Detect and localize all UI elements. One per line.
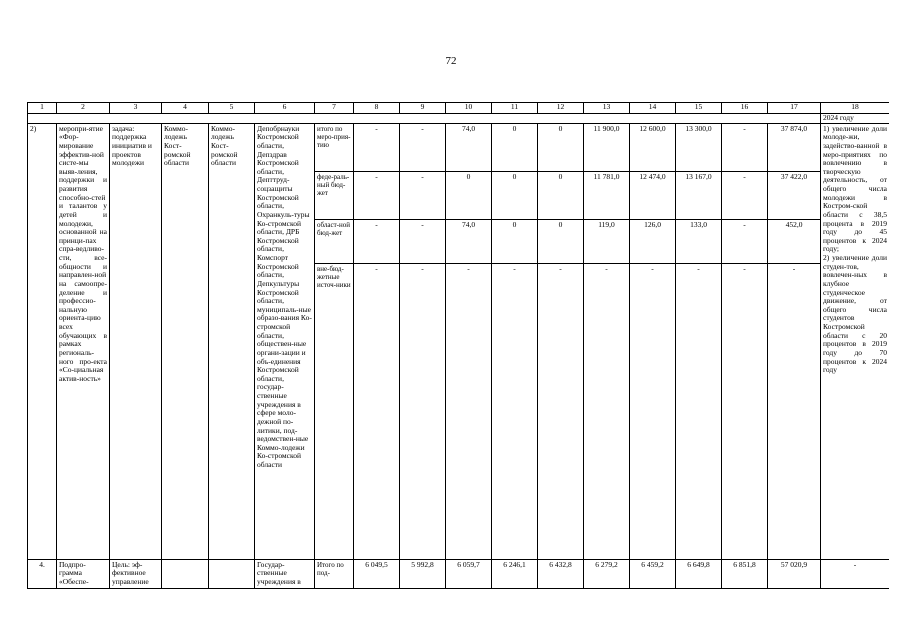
header-cell: 14 bbox=[630, 103, 676, 114]
header-cell: 4 bbox=[162, 103, 209, 114]
funding-value: - bbox=[630, 263, 676, 559]
funding-value: 74,0 bbox=[446, 219, 492, 263]
funding-value: 0 bbox=[538, 171, 584, 219]
funding-value: - bbox=[768, 263, 821, 559]
funding-value: 12 474,0 bbox=[630, 171, 676, 219]
funding-value: 74,0 bbox=[446, 123, 492, 171]
header-cell: 2 bbox=[57, 103, 110, 114]
program-value: 6 649,8 bbox=[676, 559, 722, 588]
event-col5: Коммо-лодежь Кост-ромской области bbox=[209, 123, 255, 559]
event-name: меропри-ятие «Фор-мирование эффектив-ной систе-мы выяв-ления, поддержки и развития способно-стей и талантов у детей и молодежи, основанной на принци-пах спра-ведливо-сти, все-общности и направлен-ной на самоопре-деление и профессио-нальную ориента-цию всех обучающих в рамках региональ-ного про-екта «Со-циальная актив-ность» bbox=[57, 123, 110, 559]
funding-value: 37 874,0 bbox=[768, 123, 821, 171]
program-value: 6 459,2 bbox=[630, 559, 676, 588]
program-row bbox=[28, 559, 890, 588]
header-cell: 16 bbox=[722, 103, 768, 114]
funding-value: - bbox=[722, 263, 768, 559]
event-col4: Коммо-лодежь Кост-ромской области bbox=[162, 123, 209, 559]
program-value: 6 279,2 bbox=[584, 559, 630, 588]
event-row bbox=[28, 123, 890, 171]
header-cell: 11 bbox=[492, 103, 538, 114]
page-number: 72 bbox=[445, 55, 457, 67]
funding-value: 11 781,0 bbox=[584, 171, 630, 219]
funding-value: 0 bbox=[492, 171, 538, 219]
header-cell: 1 bbox=[28, 103, 57, 114]
funding-value: 0 bbox=[538, 123, 584, 171]
funding-value: - bbox=[354, 123, 400, 171]
header-cell: 13 bbox=[584, 103, 630, 114]
funding-value: 133,0 bbox=[676, 219, 722, 263]
program-value: 57 020,9 bbox=[768, 559, 821, 588]
funding-value: 11 900,0 bbox=[584, 123, 630, 171]
header-cell: 9 bbox=[400, 103, 446, 114]
program-col5 bbox=[209, 559, 255, 588]
funding-value: - bbox=[722, 219, 768, 263]
header-cell: 5 bbox=[209, 103, 255, 114]
program-number: 4. bbox=[28, 559, 57, 588]
header-cell: 18 bbox=[821, 103, 890, 114]
funding-source: вне-бюд-жетные источ-ники bbox=[315, 263, 354, 559]
header-cell: 7 bbox=[315, 103, 354, 114]
funding-value: - bbox=[400, 219, 446, 263]
funding-source: итого по меро-прия-тию bbox=[315, 123, 354, 171]
program-value: 6 049,5 bbox=[354, 559, 400, 588]
funding-value: 12 600,0 bbox=[630, 123, 676, 171]
program-name: Подпро-грамма «Обеспе- bbox=[57, 559, 110, 588]
funding-value: 13 167,0 bbox=[676, 171, 722, 219]
funding-value: 452,0 bbox=[768, 219, 821, 263]
header-cell: 10 bbox=[446, 103, 492, 114]
program-value: 5 992,8 bbox=[400, 559, 446, 588]
program-col4 bbox=[162, 559, 209, 588]
funding-value: - bbox=[722, 171, 768, 219]
header-cell: 12 bbox=[538, 103, 584, 114]
funding-value: 0 bbox=[492, 219, 538, 263]
event-executors: Депобрнауки Костромской области, Депздрав Костромской области, Депттруд-соцзащиты Костромской области, Охранкуль-туры Ко-стромской области, ДРБ Костромской области, Комспорт Костромской области, Депкультуры Костромской области, муниципаль-ные образо-вания Ко-стромской области, обществен-ные органи-зации и объ-единения Костромской области, государ-ственные учреждения в сфере моло-дежной по-литики, под-ведомствен-ные Коммо-лодежи Ко-стромской области bbox=[255, 123, 315, 559]
funding-value: 119,0 bbox=[584, 219, 630, 263]
program-executors: Государ-ственные учреждения в bbox=[255, 559, 315, 588]
funding-value: - bbox=[400, 171, 446, 219]
funding-value: - bbox=[676, 263, 722, 559]
funding-source: област-ной бюд-жет bbox=[315, 219, 354, 263]
column-number-row bbox=[28, 103, 890, 114]
funding-source: феде-раль-ный бюд-жет bbox=[315, 171, 354, 219]
funding-value: - bbox=[400, 263, 446, 559]
funding-value: 37 422,0 bbox=[768, 171, 821, 219]
funding-value: - bbox=[492, 263, 538, 559]
event-task: задача: поддержка инициатив и проектов молодежи bbox=[110, 123, 162, 559]
funding-value: - bbox=[354, 263, 400, 559]
funding-value: - bbox=[446, 263, 492, 559]
funding-value: - bbox=[354, 219, 400, 263]
funding-value: 0 bbox=[446, 171, 492, 219]
program-table bbox=[27, 102, 889, 640]
program-source: Итого по под- bbox=[315, 559, 354, 588]
funding-value: - bbox=[354, 171, 400, 219]
program-value: 6 059,7 bbox=[446, 559, 492, 588]
event-number: 2) bbox=[28, 123, 57, 559]
header-cell: 3 bbox=[110, 103, 162, 114]
program-value: 6 851,8 bbox=[722, 559, 768, 588]
event-indicators: 1) увеличение доли молоде-жи, задейство-ванной в меро-приятиях по вовлечению в творческую деятельность, от общего числа молодежи в Костром-ской области с 38,5 процента в 2019 году до 45 процентов к 2024 году; 2) увеличение доли студен-тов, вовлечен-ных в клубное студенческое движение, от общего числа студентов Костромской области с 20 процентов в 2019 году до 70 процентов к 2024 году bbox=[821, 123, 890, 559]
funding-value: 13 300,0 bbox=[676, 123, 722, 171]
program-value: 6 432,8 bbox=[538, 559, 584, 588]
carry-over-text: 2024 году bbox=[821, 114, 890, 124]
header-cell: 8 bbox=[354, 103, 400, 114]
header-cell: 6 bbox=[255, 103, 315, 114]
funding-value: - bbox=[722, 123, 768, 171]
funding-value: - bbox=[538, 263, 584, 559]
header-cell: 15 bbox=[676, 103, 722, 114]
program-task: Цель: эф-фективное управление bbox=[110, 559, 162, 588]
program-value: 6 246,1 bbox=[492, 559, 538, 588]
funding-value: 126,0 bbox=[630, 219, 676, 263]
funding-value: - bbox=[400, 123, 446, 171]
funding-value: - bbox=[584, 263, 630, 559]
carry-over-row bbox=[28, 114, 890, 124]
program-indicator: - bbox=[821, 559, 890, 588]
header-cell: 17 bbox=[768, 103, 821, 114]
funding-value: 0 bbox=[492, 123, 538, 171]
funding-value: 0 bbox=[538, 219, 584, 263]
